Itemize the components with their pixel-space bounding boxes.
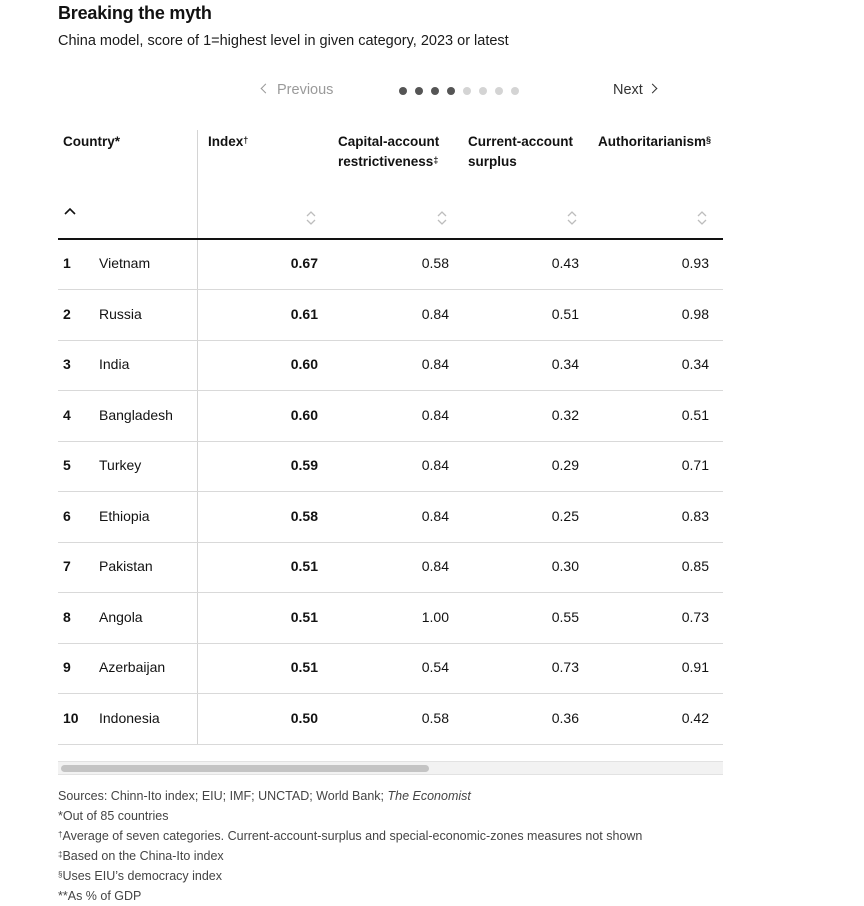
row-index-value: 0.61 — [290, 305, 318, 322]
row-index-value: 0.60 — [290, 406, 318, 423]
row-rank: 5 — [63, 457, 71, 473]
header-capital-line1: Capital-account — [338, 134, 440, 149]
sort-index-icon[interactable] — [306, 210, 316, 226]
page-dot[interactable] — [415, 87, 423, 95]
sources-text: Sources: Chinn-Ito index; EIU; IMF; UNCTAD; World Bank; — [58, 789, 388, 803]
page-dot[interactable] — [447, 87, 455, 95]
table-row — [58, 391, 723, 442]
row-capital-value: 0.84 — [421, 507, 449, 524]
page-dot[interactable] — [495, 87, 503, 95]
row-country: Russia — [99, 305, 142, 322]
row-authoritarianism-value: 0.83 — [681, 507, 709, 524]
row-index-value: 0.67 — [290, 255, 318, 271]
header-authoritarianism-mark: § — [706, 135, 712, 145]
row-country: Azerbaijan — [99, 659, 166, 675]
sort-ascending-icon[interactable] — [63, 205, 77, 219]
chevron-left-icon — [261, 84, 271, 94]
row-rank: 9 — [63, 659, 71, 675]
row-current-value: 0.43 — [551, 255, 579, 271]
row-country: Pakistan — [99, 558, 153, 574]
sort-capital-icon[interactable] — [437, 210, 447, 226]
header-index[interactable] — [208, 132, 248, 152]
row-authoritarianism-value: 0.42 — [681, 709, 709, 726]
row-current-value: 0.73 — [551, 659, 579, 675]
row-current-value: 0.29 — [551, 457, 579, 473]
page-dot[interactable] — [431, 87, 439, 95]
row-authoritarianism-value: 0.85 — [681, 558, 709, 574]
row-capital-value: 0.84 — [421, 356, 449, 372]
row-current-value: 0.51 — [551, 305, 579, 322]
footnote-text: Based on the China-Ito index — [62, 849, 224, 863]
footnote-text: *Out of 85 countries — [58, 809, 169, 823]
row-country: Turkey — [99, 457, 142, 473]
header-country-label: Country — [63, 134, 115, 149]
table-row — [58, 340, 723, 391]
table-row — [58, 643, 723, 694]
row-capital-value: 0.84 — [421, 457, 449, 473]
row-index-value: 0.51 — [290, 608, 318, 625]
row-country: Indonesia — [99, 709, 160, 726]
sort-authoritarianism-icon[interactable] — [697, 210, 707, 226]
chevron-right-icon — [647, 84, 657, 94]
header-capital-account[interactable] — [338, 132, 439, 172]
footnote-text: **As % of GDP — [58, 889, 142, 903]
row-current-value: 0.36 — [551, 709, 579, 726]
row-country: Vietnam — [99, 255, 151, 271]
previous-label: Previous — [277, 82, 334, 98]
table-row — [58, 239, 723, 290]
row-authoritarianism-value: 0.98 — [681, 305, 709, 322]
header-capital-mark: ‡ — [433, 155, 439, 165]
row-authoritarianism-value: 0.34 — [681, 356, 709, 372]
header-capital-line2: restrictiveness — [338, 154, 434, 169]
page-dot[interactable] — [399, 87, 407, 95]
next-button[interactable] — [613, 82, 656, 98]
row-authoritarianism-value: 0.51 — [681, 406, 709, 423]
row-capital-value: 0.84 — [421, 558, 449, 574]
table-row — [58, 694, 723, 745]
row-capital-value: 0.58 — [421, 709, 449, 726]
row-rank: 7 — [63, 558, 71, 574]
row-capital-value: 0.84 — [421, 305, 449, 322]
footnote-mark: † — [58, 830, 63, 839]
header-authoritarianism[interactable] — [598, 132, 711, 152]
table-row — [58, 542, 723, 593]
row-authoritarianism-value: 0.93 — [681, 255, 709, 271]
footnote-text: Average of seven categories. Current-account-surplus and special-economic-zones measures not shown — [62, 829, 643, 843]
row-current-value: 0.30 — [551, 558, 579, 574]
row-index-value: 0.51 — [290, 659, 318, 675]
row-index-value: 0.50 — [290, 709, 318, 726]
table-row — [58, 290, 723, 341]
footnote — [58, 806, 642, 826]
footnote — [58, 846, 642, 866]
chart-title: Breaking the myth — [58, 3, 212, 23]
row-authoritarianism-value: 0.71 — [681, 457, 709, 473]
row-rank: 2 — [63, 305, 71, 322]
row-rank: 8 — [63, 608, 71, 625]
footnotes — [58, 786, 642, 906]
footnote-mark: ‡ — [58, 850, 63, 859]
row-authoritarianism-value: 0.73 — [681, 608, 709, 625]
pagination — [0, 82, 864, 102]
table-row — [58, 492, 723, 543]
sort-current-icon[interactable] — [567, 210, 577, 226]
header-current-account[interactable] — [468, 132, 573, 172]
next-label: Next — [613, 82, 643, 98]
row-rank: 3 — [63, 356, 71, 372]
header-index-label: Index — [208, 134, 244, 149]
page-dot[interactable] — [479, 87, 487, 95]
row-country: Bangladesh — [99, 406, 173, 423]
header-country[interactable] — [63, 132, 120, 152]
row-current-value: 0.34 — [551, 356, 579, 372]
header-current-line2: surplus — [468, 154, 517, 169]
row-rank: 1 — [63, 255, 71, 271]
row-current-value: 0.55 — [551, 608, 579, 625]
footnote-text: Uses EIU’s democracy index — [62, 869, 223, 883]
header-current-line1: Current-account — [468, 134, 574, 149]
sources-italic: The Economist — [387, 789, 471, 803]
header-index-mark: † — [243, 135, 249, 145]
row-rank: 10 — [63, 709, 79, 726]
row-country: Angola — [99, 608, 143, 625]
row-capital-value: 0.58 — [421, 255, 449, 271]
row-rank: 6 — [63, 507, 71, 524]
row-capital-value: 1.00 — [421, 608, 449, 625]
table-row — [58, 441, 723, 492]
table-row — [58, 593, 723, 644]
scrollbar-thumb[interactable] — [61, 765, 429, 772]
row-capital-value: 0.54 — [421, 659, 449, 675]
row-current-value: 0.32 — [551, 406, 579, 423]
footnote — [58, 866, 642, 886]
footnote — [58, 826, 642, 846]
row-index-value: 0.59 — [290, 457, 318, 473]
page-dot[interactable] — [463, 87, 471, 95]
row-rank: 4 — [63, 406, 71, 423]
sources-note — [58, 786, 642, 806]
row-index-value: 0.60 — [290, 356, 318, 372]
row-current-value: 0.25 — [551, 507, 579, 524]
row-country: India — [99, 356, 130, 372]
header-authoritarianism-label: Authoritarianism — [598, 134, 707, 149]
row-capital-value: 0.84 — [421, 406, 449, 423]
footnote-mark: § — [58, 870, 63, 879]
row-index-value: 0.58 — [290, 507, 318, 524]
row-authoritarianism-value: 0.91 — [681, 659, 709, 675]
row-country: Ethiopia — [99, 507, 150, 524]
row-index-value: 0.51 — [290, 558, 318, 574]
chart-subtitle: China model, score of 1=highest level in given category, 2023 or latest — [58, 33, 509, 49]
previous-button[interactable] — [262, 82, 333, 98]
footnote — [58, 886, 642, 906]
page-dot[interactable] — [511, 87, 519, 95]
header-country-mark: * — [114, 134, 121, 149]
